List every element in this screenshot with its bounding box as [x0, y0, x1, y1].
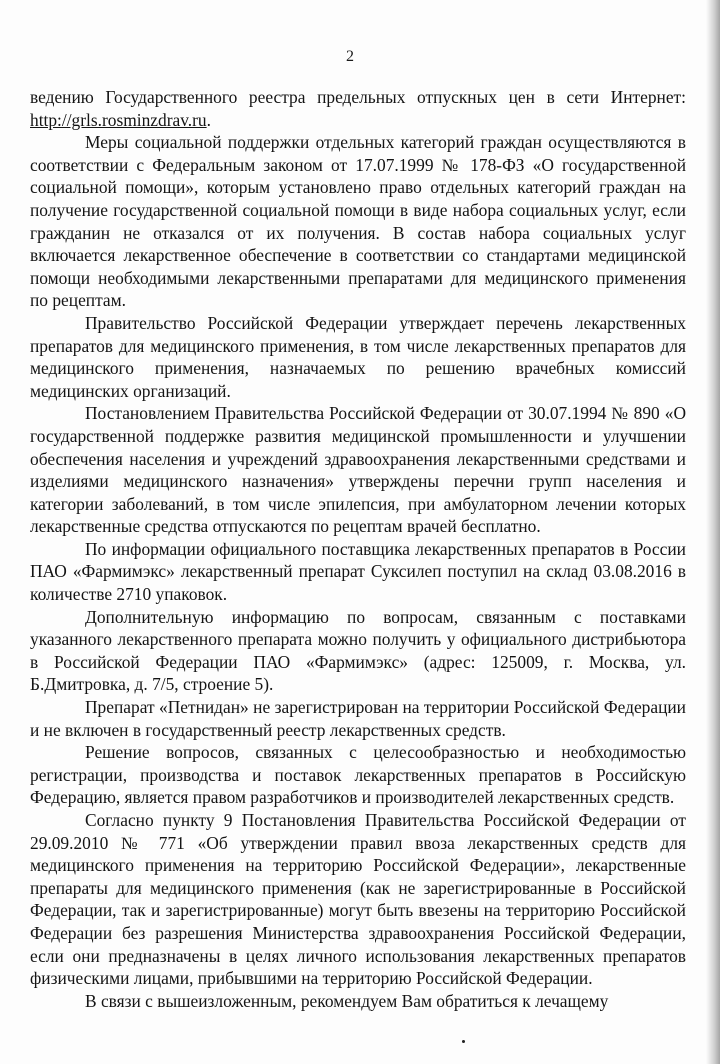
- paragraph-petnidan: Препарат «Петнидан» не зарегистрирован на территории Российской Федерации и не включен в государственный реестр лекарственных средств.: [30, 697, 686, 740]
- paragraph-recommendation: В связи с вышеизложенным, рекомендуем Вам обратиться к лечащему: [85, 990, 609, 1011]
- paragraph-resolution-890: Постановлением Правительства Российской Федерации от 30.07.1994 № 890 «О государственной поддержке развития медицинской промышленности и улучшении обеспечения населения и учреждений здравоохранения лекарственными средствами и изделиями медицинского назначения» утверждены перечни групп населения и категории заболеваний, в том числе эпилепсия, при амбулаторном лечении которых лекарственные средства отпускаются по рецептам врачей бесплатно.: [30, 403, 686, 537]
- paragraph-government-list: Правительство Российской Федерации утверждает перечень лекарственных препаратов для медицинского применения, в том числе лекарственных препаратов для медицинского применения, назначаемых по решению врачебных комиссий медицинских организаций.: [30, 312, 686, 401]
- letter-body: [30, 86, 686, 1012]
- paragraph-text: .: [206, 109, 211, 130]
- ink-dot: [462, 1040, 465, 1043]
- page-number: 2: [346, 48, 354, 65]
- paragraph-social-support: Меры социальной поддержки отдельных категорий граждан осуществляются в соответствии с Федеральным законом от 17.07.1999 № 178-ФЗ «О государственной социальной помощи», которым установлено право отдельных категорий граждан на получение государственной социальной помощи в виде набора социальных услуг, если гражданин не отказался от их получения. В состав набора социальных услуг включается лекарственное обеспечение в соответствии со стандартами медицинской помощи необходимыми лекарственными препаратами для медицинского применения по рецептам.: [30, 132, 686, 311]
- paragraph-import-rules: Согласно пункту 9 Постановления Правительства Российской Федерации от 29.09.2010 № 771 «Об утверждении правил ввоза лекарственных средств для медицинского применения на территорию Российской Федерации», лекарственные препараты для медицинского применения (как не зарегистрированные в Российской Федерации, так и зарегистрированные) могут быть ввезены на территорию Российской Федерации без разрешения Министерства здравоохранения Российской Федерации, если они предназначены в целях личного использования лекарственных препаратов физическими лицами, прибывшими на территорию Российской Федерации.: [30, 810, 686, 989]
- paragraph-registry-continuation: [30, 86, 686, 131]
- registry-link[interactable]: http://grls.rosminzdrav.ru: [30, 109, 207, 130]
- paragraph-registration-decisions: Решение вопросов, связанных с целесообразностью и необходимостью регистрации, производства и поставок лекарственных препаратов в Российскую Федерацию, является правом разработчиков и производителей лекарственных средств.: [30, 742, 686, 808]
- paragraph-text: ведению Государственного реестра предельных отпускных цен в сети Интернет:: [30, 87, 686, 107]
- paragraph-supplier-info: По информации официального поставщика лекарственных препаратов в России ПАО «Фармимэкс» лекарственный препарат Суксилеп поступил на склад 03.08.2016 в количестве 2710 упаковок.: [30, 538, 686, 605]
- page-edge-shadow: [706, 0, 720, 1064]
- paragraph-additional-info: Дополнительную информацию по вопросам, связанным с поставками указанного лекарственного препарата можно получить у официального дистрибьютора в Российской Федерации ПАО «Фармимэкс» (адрес: 125009, г. Москва, ул. Б.Дмитровка, д. 7/5, строение 5).: [30, 606, 686, 695]
